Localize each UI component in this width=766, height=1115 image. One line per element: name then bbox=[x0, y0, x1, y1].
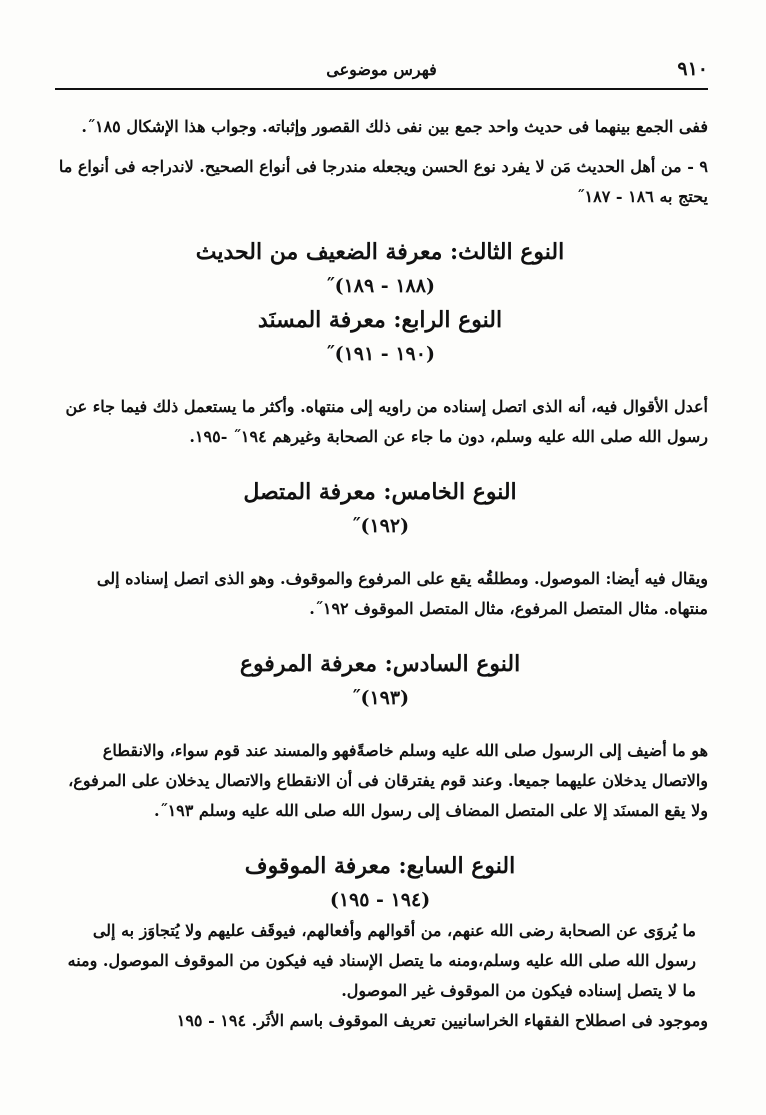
paragraph-point-9: ٩ - من أهل الحديث مَن لا يفرد نوع الحسن ويجعله مندرجا فى أنواع الصحيح. لاندراجه فى أنواع ما يحتج به ١٨٦ - ١٨٧˝ bbox=[58, 157, 708, 206]
section-heading-3: النوع الثالث: معرفة الضعيف من الحديث bbox=[195, 239, 565, 265]
header-rule bbox=[55, 88, 708, 90]
section-range-7: (١٩٤ - ١٩٥) bbox=[329, 889, 431, 911]
page-number: ٩١٠ bbox=[677, 58, 708, 80]
paragraph-intro: ففى الجمع بينهما فى حديث واحد جمع بين نفى ذلك القصور وإثباته. وجواب هذا الإشكال ١٨٥˝. bbox=[81, 117, 708, 136]
section-heading-4: النوع الرابع: معرفة المسنَد bbox=[257, 307, 503, 333]
section-range-6: (١٩٣)˝ bbox=[350, 687, 410, 709]
page-body bbox=[52, 112, 708, 1036]
paragraph-athar: وموجود فى اصطلاح الفقهاء الخراسانيين تعريف الموقوف باسم الأثَر. ١٩٤ - ١٩٥ bbox=[176, 1011, 708, 1030]
section-range-5: (١٩٢)˝ bbox=[350, 515, 410, 537]
page-header bbox=[55, 58, 708, 84]
paragraph-marfu: هو ما أضيف إلى الرسول صلى الله عليه وسلم خاصةًفهو والمسند عند قوم سواء، والانقطاع والاتصال يدخلان عليهما جميعا. وعند قوم يفترقان فى أن الانقطاع والاتصال يدخلان على المرفوع، ولا يقع المسنَد إلا على المتصل المضاف إلى رسول الله صلى الله عليه وسلم ١٩٣˝. bbox=[68, 741, 708, 820]
paragraph-muttasil: ويقال فيه أيضا: الموصول. ومطلقُه يقع على المرفوع والموقوف. وهو الذى اتصل إسناده إلى منتهاه. مثال المتصل المرفوع، مثال المتصل الموقوف ١٩٢˝. bbox=[96, 569, 708, 618]
section-range-3: (١٨٨ - ١٨٩)˝ bbox=[325, 275, 435, 297]
paragraph-mawquf: ما يُروَى عن الصحابة رضى الله عنهم، من أقوالهم وأفعالهم، فيوقَف عليهم ولا يُتجاوَز به إلى رسول الله صلى الله عليه وسلم،ومنه ما يتصل الإسناد فيه فيكون من الموقوف الموصول. ومنه ما لا يتصل إسناده فيكون من الموقوف غير الموصول. bbox=[67, 921, 696, 1000]
section-range-4: (١٩٠ - ١٩١)˝ bbox=[325, 343, 435, 365]
section-heading-5: النوع الخامس: معرفة المتصل bbox=[243, 479, 517, 505]
section-heading-7: النوع السابع: معرفة الموقوف bbox=[244, 853, 516, 879]
paragraph-musnad: أعدل الأقوال فيه، أنه الذى اتصل إسناده من راويه إلى منتهاه. وأكثر ما يستعمل ذلك فيما جاء عن رسول الله صلى الله عليه وسلم، دون ما جاء عن الصحابة وغيرهم ١٩٤˝ -١٩٥. bbox=[65, 397, 708, 446]
section-heading-6: النوع السادس: معرفة المرفوع bbox=[239, 651, 521, 677]
running-title: فهرس موضوعى bbox=[326, 60, 437, 79]
